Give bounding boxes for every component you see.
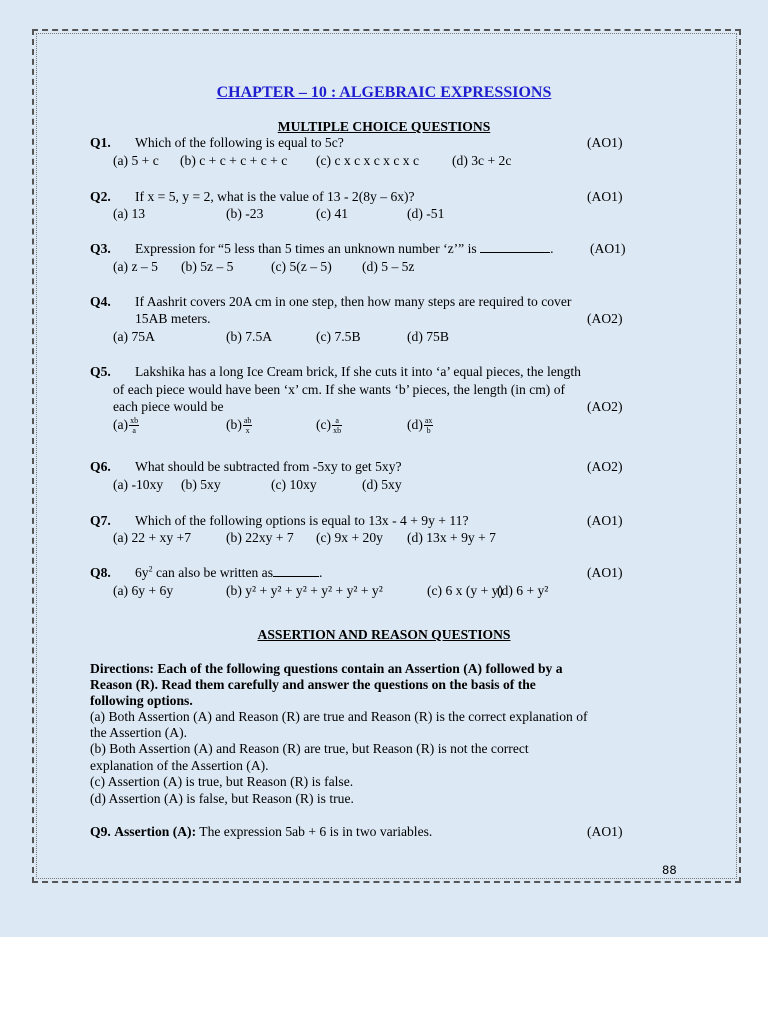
option-a-line-1: (a) Both Assertion (A) and Reason (R) are true and Reason (R) is the correct explanation of xyxy=(90,709,588,724)
q3-option-d: (d) 5 – 5z xyxy=(362,259,415,274)
q8-ao: (AO1) xyxy=(587,565,623,580)
q6-option-a: (a) -10xy xyxy=(113,477,164,492)
q2-number: Q2. xyxy=(90,189,111,204)
q8-blank xyxy=(273,576,319,577)
q8-text: $6y^2$ can also be written as . xyxy=(135,564,323,580)
q4-text-line2: 15AB meters. xyxy=(135,311,211,326)
q1-option-a: (a) 5 + c xyxy=(113,153,159,168)
q4-text: If Aashrit covers 20A cm in one step, then how many steps are required to cover xyxy=(135,294,572,309)
q4-ao: (AO2) xyxy=(587,311,623,326)
directions-line-2: Reason (R). Read them carefully and answer the questions on the basis of the xyxy=(90,677,536,692)
directions-line-3: following options. xyxy=(90,693,193,708)
q7-option-b: (b) 22xy + 7 xyxy=(226,530,294,545)
q8-number: Q8. xyxy=(90,565,111,580)
q1-option-d: (d) 3c + 2c xyxy=(452,153,512,168)
q5-ao: (AO2) xyxy=(587,399,623,414)
q6-text: What should be subtracted from -5xy to get 5xy? xyxy=(135,459,402,474)
q5-number: Q5. xyxy=(90,364,111,379)
q3-number: Q3. xyxy=(90,241,111,256)
chapter-title: CHAPTER – 10 : ALGEBRAIC EXPRESSIONS xyxy=(216,84,552,101)
q1-number: Q1. xyxy=(90,135,111,150)
assertion-reason-heading: ASSERTION AND REASON QUESTIONS xyxy=(257,627,511,642)
q1-text: Which of the following is equal to 5c? xyxy=(135,135,344,150)
q2-option-b: (b) -23 xyxy=(226,206,264,221)
q3-option-c: (c) 5(z – 5) xyxy=(271,259,332,274)
q4-option-b: (b) 7.5A xyxy=(226,329,273,344)
q5-option-b: (b) $\frac{ab}{x}$ xyxy=(226,416,252,436)
q2-option-c: (c) 41 xyxy=(316,206,349,221)
q3-blank xyxy=(480,252,550,253)
option-a-line-2: the Assertion (A). xyxy=(90,725,188,740)
q6-number: Q6. xyxy=(90,459,111,474)
q6-option-d: (d) 5xy xyxy=(362,477,402,492)
q3-text: Expression for “5 less than 5 times an unknown number ‘z’” is . xyxy=(135,241,554,256)
option-d-line: (d) Assertion (A) is false, but Reason (R) is true. xyxy=(90,791,354,806)
q7-text: Which of the following options is equal to 13x - 4 + 9y + 11? xyxy=(135,513,469,528)
q8-option-a: (a) 6y + 6y xyxy=(113,583,174,598)
option-c-line: (c) Assertion (A) is true, but Reason (R) is false. xyxy=(90,774,354,789)
q5-option-d: (d) $\frac{ax}{b}$ xyxy=(407,416,433,436)
q1-option-c: (c) c x c x c x c x c xyxy=(316,153,420,168)
q2-option-a: (a) 13 xyxy=(113,206,146,221)
q6-option-b: (b) 5xy xyxy=(181,477,221,492)
q7-option-a: (a) 22 + xy +7 xyxy=(113,530,191,545)
q7-option-d: (d) 13x + 9y + 7 xyxy=(407,530,496,545)
mcq-heading: MULTIPLE CHOICE QUESTIONS xyxy=(277,119,491,134)
q8-option-d: (d) 6 + y² xyxy=(497,583,549,598)
q6-ao: (AO2) xyxy=(587,459,623,474)
q4-option-d: (d) 75B xyxy=(407,329,449,344)
q9-ao: (AO1) xyxy=(587,824,623,839)
q4-option-c: (c) 7.5B xyxy=(316,329,361,344)
q2-text: If x = 5, y = 2, what is the value of 13 - 2(8y – 6x)? xyxy=(135,189,415,204)
q4-option-a: (a) 75A xyxy=(113,329,155,344)
q8-option-b: (b) y² + y² + y² + y² + y² + y² xyxy=(226,583,383,598)
q8-option-c: (c) 6 x (y + y) xyxy=(427,583,503,598)
directions-line-1: Directions: Each of the following questions contain an Assertion (A) followed by a xyxy=(90,661,563,676)
q7-number: Q7. xyxy=(90,513,111,528)
q5-text-line3: each piece would be xyxy=(113,399,224,414)
option-b-line-2: explanation of the Assertion (A). xyxy=(90,758,269,773)
option-b-line-1: (b) Both Assertion (A) and Reason (R) are true, but Reason (R) is not the correct xyxy=(90,741,529,756)
q5-text: Lakshika has a long Ice Cream brick, If she cuts it into ‘a’ equal pieces, the length xyxy=(135,364,581,379)
q6-option-c: (c) 10xy xyxy=(271,477,317,492)
q3-option-b: (b) 5z – 5 xyxy=(181,259,234,274)
q7-ao: (AO1) xyxy=(587,513,623,528)
q3-option-a: (a) z – 5 xyxy=(113,259,158,274)
q3-ao: (AO1) xyxy=(590,241,626,256)
q1-option-b: (b) c + c + c + c + c xyxy=(180,153,288,168)
q5-option-a: (a) $\frac{xb}{a}$ xyxy=(113,416,139,436)
q7-option-c: (c) 9x + 20y xyxy=(316,530,383,545)
page-number: 88 xyxy=(662,863,677,877)
q2-option-d: (d) -51 xyxy=(407,206,445,221)
q4-number: Q4. xyxy=(90,294,111,309)
q1-ao: (AO1) xyxy=(587,135,623,150)
q9-text: Q9. Assertion (A): The expression 5ab + 6 is in two variables. xyxy=(90,824,433,839)
q5-option-c: (c) $\frac{a}{xb}$ xyxy=(316,416,342,436)
q2-ao: (AO1) xyxy=(587,189,623,204)
q5-text-line2: of each piece would have been ‘x’ cm. If she wants ‘b’ pieces, the length (in cm) of xyxy=(113,382,566,397)
